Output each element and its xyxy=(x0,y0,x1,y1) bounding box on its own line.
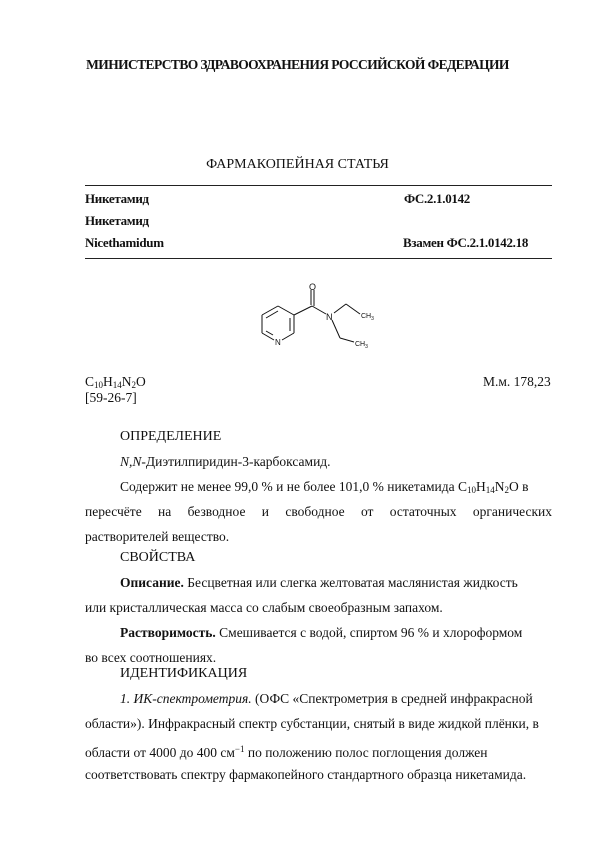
description-line-2: или кристаллическая масса со слабым своеобразным запахом. xyxy=(85,600,443,615)
structural-formula xyxy=(250,280,390,360)
ir-line-1: 1. ИК-спектрометрия. (ОФС «Спектрометрия в средней инфракрасной xyxy=(120,691,533,706)
drug-name-latin: Nicethamidum xyxy=(85,235,164,250)
bottom-divider xyxy=(85,258,552,259)
section-heading-definition: ОПРЕДЕЛЕНИЕ xyxy=(120,429,222,444)
ir-line-3: области от 4000 до 400 $см^{-1}$ по положению полос поглощения должен xyxy=(85,744,488,760)
amide-nitrogen-label: N xyxy=(326,312,333,322)
content-line-1: Содержит не менее 99,0 % и не более 101,0 % никетамида $C_{10}H_{14}N_2O$ в xyxy=(120,479,529,495)
top-divider xyxy=(85,185,552,186)
ir-line-2: области»). Инфракрасный спектр субстанции, снятый в виде жидкой плёнки, в xyxy=(85,716,539,731)
methyl-top-label: $CH_3$ xyxy=(361,313,374,322)
section-heading-identification: ИДЕНТИФИКАЦИЯ xyxy=(120,666,248,681)
chemical-name: N,N-Диэтилпиридин-3-карбоксамид. xyxy=(120,454,331,469)
content-line-3: растворителей вещество. xyxy=(85,529,230,544)
solubility-line-1: Растворимость. Смешивается с водой, спиртом 96 % и хлороформом xyxy=(120,625,523,640)
section-heading-properties: СВОЙСТВА xyxy=(120,550,196,565)
replaces-code: Взамен ФС.2.1.0142.18 xyxy=(403,235,529,250)
content-line-2: пересчёте на безводное и свободное от остаточных органических xyxy=(85,504,552,519)
molecular-formula: $C_{10}H_{14}N_2O$ xyxy=(85,374,146,390)
monograph-code: ФС.2.1.0142 xyxy=(404,191,471,206)
drug-name-ru-2: Никетамид xyxy=(85,213,149,228)
oxygen-label: O xyxy=(309,282,317,292)
cas-number: [59-26-7] xyxy=(85,390,137,405)
description-line-1: Описание. Бесцветная или слегка желтоватая маслянистая жидкость xyxy=(120,575,518,590)
methyl-bottom-label: $CH_3$ xyxy=(355,341,368,350)
document-title: ФАРМАКОПЕЙНАЯ СТАТЬЯ xyxy=(206,157,389,172)
ring-nitrogen-label: N xyxy=(275,338,281,347)
molecular-weight: М.м. 178,23 xyxy=(483,374,551,389)
ir-line-4: соответствовать спектру фармакопейного стандартного образца никетамида. xyxy=(85,767,527,782)
ministry-header: МИНИСТЕРСТВО ЗДРАВООХРАНЕНИЯ РОССИЙСКОЙ ФЕДЕРАЦИИ xyxy=(86,57,509,72)
drug-name-ru: Никетамид xyxy=(85,191,149,206)
solubility-line-2: во всех соотношениях. xyxy=(85,650,217,665)
